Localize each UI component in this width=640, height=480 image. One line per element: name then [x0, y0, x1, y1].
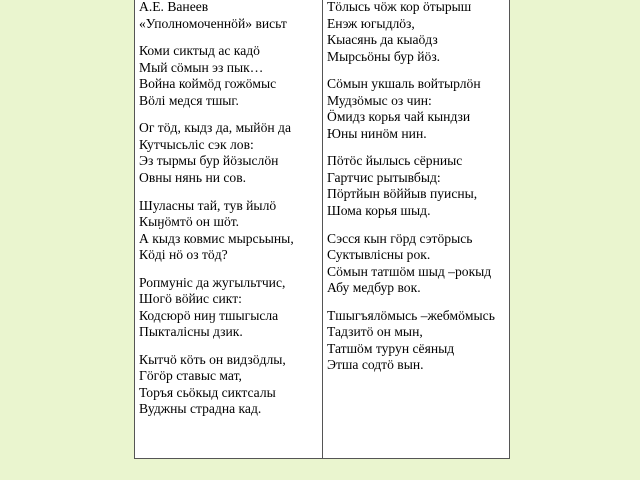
poem-line: Мудзӧмыс оз чин:: [327, 92, 432, 108]
poem-column-left: [135, 0, 323, 458]
poem-line: Кутчысьліс сэк лов:: [139, 136, 254, 152]
poem-line: Шома корья шыд.: [327, 202, 431, 218]
poem-line: Торъя сьӧкыд сиктсалы: [139, 384, 276, 400]
poem-line: Пӧтӧс йылысь сёрниыс: [327, 153, 463, 169]
poem-line: Сӧмын татшӧм шыд –рокыд: [327, 263, 492, 279]
poem-line: Шогӧ вӧйис сикт:: [139, 291, 242, 307]
poem-line: Мый сӧмын эз пык…: [139, 59, 264, 75]
poem-line: Тшыгъялӧмысь –жебмӧмысь: [327, 307, 495, 323]
stanza-gap: [139, 109, 322, 120]
poem-line: Тадзитӧ он мын,: [327, 324, 423, 340]
poem-line: Абу медбур вок.: [327, 280, 421, 296]
poem-line: Овны нянь ни сов.: [139, 169, 247, 185]
poem-line: Сӧмын укшаль войтырлӧн: [327, 76, 481, 92]
poem-line: Гартчис рытывбыд:: [327, 169, 441, 185]
poem-line: Тӧлысь чӧж кор ӧтырыш: [327, 0, 472, 14]
poem-line: Сэсся кын гӧрд сэтӧрысь: [327, 230, 473, 246]
poem-line: А кыдз ковмис мырсьыны,: [139, 230, 294, 246]
poem-line: Кӧді нӧ оз тӧд?: [139, 247, 228, 263]
poem-line: Кыасянь да кыаӧдз: [327, 32, 438, 47]
stanza-gap: [327, 297, 509, 308]
poem-line: Ропмуніс да жугыльтчис,: [139, 274, 286, 290]
poem-line: Кодсюрӧ ниӈ тшыгысла: [139, 307, 279, 323]
poem-line: Коми сиктыд ас кадӧ: [139, 43, 260, 59]
poem-line: Вуджны страдна кад.: [139, 401, 262, 417]
stanza-gap: [139, 32, 322, 43]
poem-line: Вӧлі медся тшыг.: [139, 92, 239, 108]
poem-line: Енэж югыдлӧз,: [327, 15, 415, 31]
poem-line: Война коймӧд гожӧмыс: [139, 76, 277, 92]
poem-line: Мырсьӧны бур йӧз.: [327, 48, 441, 64]
stanza-gap: [327, 219, 509, 230]
poem-column-right: [323, 0, 509, 458]
stanza-gap: [139, 186, 322, 197]
poem-line: Суктывлісны рок.: [327, 247, 431, 263]
poem-line: Эз тырмы бур йӧзыслӧн: [139, 153, 279, 169]
poem-line: Пыкталісны дзик.: [139, 324, 243, 340]
poem-line: Кытчӧ кӧть он видзӧдлы,: [139, 351, 286, 367]
poem-line: Ӧмидз корья чай кындзи: [327, 109, 471, 125]
poem-line: Шуласны тай, тув йылӧ: [139, 197, 277, 213]
stanza-gap: [139, 341, 322, 352]
author-line: А.Е. Ванеев: [139, 0, 209, 14]
poem-title: «Уполномоченнӧй» висьт: [139, 15, 287, 31]
poem-line: Юны нинӧм нин.: [327, 125, 427, 141]
poem-table: [134, 0, 510, 459]
poem-line: Кыӈӧмтӧ он шӧт.: [139, 214, 240, 230]
poem-line: Этша содтӧ вын.: [327, 357, 424, 373]
poem-line: Татшӧм турун сёяныд: [327, 340, 455, 356]
poem-line: Ог тӧд, кыдз да, мыйӧн да: [139, 120, 292, 136]
stanza-gap: [327, 142, 509, 153]
stanza-gap: [327, 65, 509, 76]
poem-line: Гӧгӧр ставыс мат,: [139, 368, 242, 384]
stanza-gap: [139, 264, 322, 275]
poem-line: Пӧртйын вӧййыв пуисны,: [327, 186, 478, 202]
